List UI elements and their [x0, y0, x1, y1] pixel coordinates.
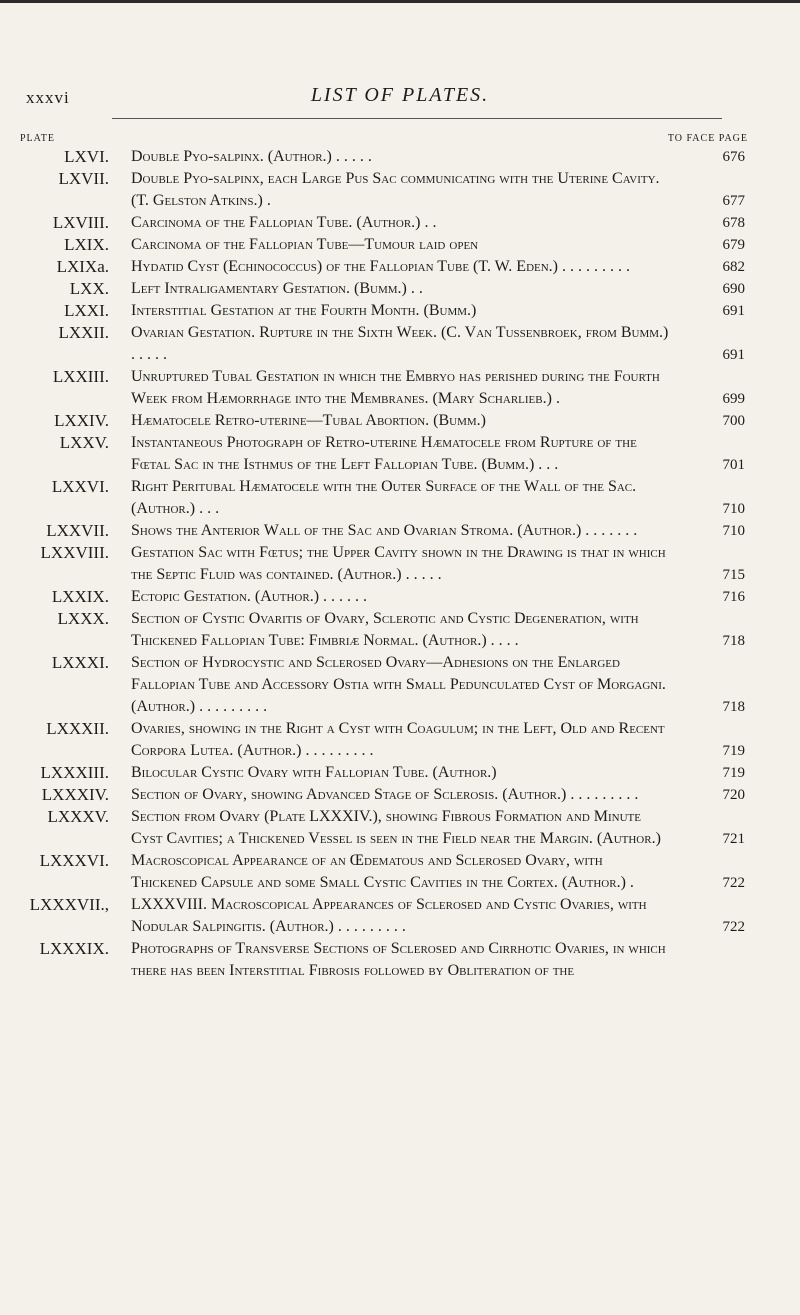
plate-title: Hæmatocele Retro-uterine—Tubal Abortion. (Bumm.) — [131, 412, 487, 429]
plate-number: LXXXIX. — [39, 939, 109, 958]
plate-number: LXXV. — [59, 433, 109, 452]
plate-number: LXXXVII., — [29, 895, 109, 914]
facing-page-number: 699 — [722, 391, 745, 407]
facing-page-number: 701 — [722, 457, 745, 473]
leader-dots: . . . . . . . . . — [337, 918, 406, 935]
plate-entry — [0, 520, 800, 542]
leader-dots: . . . . . — [131, 346, 167, 363]
plate-title: Double Pyo-salpinx, each Large Pus Sac communicating with the Uterine Cavity. (T. Gelston Atkins.) — [131, 170, 660, 209]
plate-number: LXXX. — [57, 609, 109, 628]
leader-dots: . . . . . — [335, 148, 372, 165]
plate-number: LXXXI. — [51, 653, 109, 672]
plate-number: LXXXIV. — [41, 785, 109, 804]
column-header-to-face-page: TO FACE PAGE — [667, 133, 748, 144]
plate-title: Hydatid Cyst (Echinococcus) of the Fallopian Tube (T. W. Eden.) — [131, 258, 559, 275]
plate-title: Carcinoma of the Fallopian Tube. (Author.) — [131, 214, 421, 231]
facing-page-number: 718 — [722, 699, 745, 715]
plate-number: LXVI. — [64, 147, 109, 166]
facing-page-number: 691 — [722, 303, 745, 319]
plate-number: LXXI. — [64, 301, 109, 320]
facing-page-number: 722 — [722, 875, 745, 891]
plate-list — [0, 146, 800, 982]
leader-dots: . — [629, 874, 634, 891]
plate-entry — [0, 234, 800, 256]
plate-description — [131, 718, 671, 762]
plate-number: LXXXIII. — [40, 763, 109, 782]
leader-dots: . . — [424, 214, 437, 231]
leader-dots: . — [555, 390, 560, 407]
plate-description — [131, 278, 671, 300]
facing-page-number: 678 — [722, 215, 745, 231]
plate-number: LXXXV. — [47, 807, 109, 826]
plate-description — [131, 256, 671, 278]
plate-description — [131, 234, 671, 256]
plate-title: Left Intraligamentary Gestation. (Bumm.) — [131, 280, 407, 297]
plate-entry — [0, 806, 800, 850]
plate-description — [131, 366, 671, 410]
plate-title: Double Pyo-salpinx. (Author.) — [131, 148, 332, 165]
plate-entry — [0, 542, 800, 586]
leader-dots: . . . — [538, 456, 559, 473]
facing-page-number: 719 — [722, 765, 745, 781]
plate-entry — [0, 432, 800, 476]
plate-title: Ovarian Gestation. Rupture in the Sixth Week. (C. Van Tussenbroek, from Bumm.) — [131, 324, 669, 341]
facing-page-number: 722 — [722, 919, 745, 935]
plate-title: Instantaneous Photograph of Retro-uterine Hæmatocele from Rupture of the Fœtal Sac in the Isthmus of the Left Fallopian Tube. (Bumm.) — [131, 434, 637, 473]
leader-dots: . . . . . — [405, 566, 442, 583]
plate-entry — [0, 784, 800, 806]
plate-number: LXXXII. — [46, 719, 109, 738]
plate-description — [131, 410, 671, 432]
leader-dots: . . — [410, 280, 423, 297]
plate-entry — [0, 300, 800, 322]
plate-entry — [0, 938, 800, 982]
column-header-plate: PLATE — [20, 133, 55, 144]
leader-dots: . . . . . . . — [585, 522, 638, 539]
plate-description — [131, 476, 671, 520]
plate-description — [131, 322, 671, 366]
plate-entry — [0, 762, 800, 784]
plate-number: LXXIII. — [52, 367, 109, 386]
facing-page-number: 720 — [722, 787, 745, 803]
facing-page-number: 679 — [722, 237, 745, 253]
plate-title: Ectopic Gestation. (Author.) — [131, 588, 320, 605]
plate-description — [131, 608, 671, 652]
leader-dots: . . . — [199, 500, 220, 517]
plate-description — [131, 938, 671, 982]
plate-title: Shows the Anterior Wall of the Sac and Ovarian Stroma. (Author.) — [131, 522, 582, 539]
plate-entry — [0, 146, 800, 168]
plate-number: LXXII. — [58, 323, 109, 342]
plate-number: LXIX. — [64, 235, 109, 254]
plate-entry — [0, 652, 800, 718]
header-rule — [112, 118, 722, 119]
facing-page-number: 691 — [722, 347, 745, 363]
plate-title: Photographs of Transverse Sections of Sclerosed and Cirrhotic Ovaries, in which there has been Interstitial Fibrosis followed by Obliteration of the — [131, 940, 666, 979]
plate-number: LXXIX. — [51, 587, 109, 606]
plate-title: Section from Ovary (Plate LXXXIV.), showing Fibrous Formation and Minute Cyst Cavities; a Thickened Vessel is seen in the Field near the Margin. (Author.) — [131, 808, 661, 847]
top-edge-rule — [0, 0, 800, 3]
plate-title: Unruptured Tubal Gestation in which the Embryo has perished during the Fourth Week from Hæmorrhage into the Membranes. (Mary Scharlieb.) — [131, 368, 660, 407]
leader-dots: . . . . . . . . . — [570, 786, 639, 803]
plate-description — [131, 432, 671, 476]
facing-page-number: 710 — [722, 523, 745, 539]
plate-title: Section of Ovary, showing Advanced Stage of Sclerosis. (Author.) — [131, 786, 567, 803]
plate-entry — [0, 168, 800, 212]
plate-description — [131, 542, 671, 586]
plate-number: LXX. — [69, 279, 109, 298]
leader-dots: . . . . . . — [323, 588, 368, 605]
plate-description — [131, 762, 671, 784]
leader-dots: . . . . — [490, 632, 519, 649]
plate-title: Right Peritubal Hæmatocele with the Outer Surface of the Wall of the Sac. (Author.) — [131, 478, 637, 517]
plate-title: Ovaries, showing in the Right a Cyst with Coagulum; in the Left, Old and Recent Corpora Lutea. (Author.) — [131, 720, 665, 759]
plate-description — [131, 806, 671, 850]
plate-title: Interstitial Gestation at the Fourth Month. (Bumm.) — [131, 302, 477, 319]
facing-page-number: 700 — [722, 413, 745, 429]
facing-page-number: 677 — [722, 193, 745, 209]
plate-number: LXXVI. — [51, 477, 109, 496]
plate-description — [131, 168, 671, 212]
plate-entry — [0, 894, 800, 938]
page-number: xxxvi — [26, 88, 70, 107]
running-head: LIST OF PLATES. — [310, 84, 490, 106]
plate-title: Section of Cystic Ovaritis of Ovary, Sclerotic and Cystic Degeneration, with Thickened Fallopian Tube: Fimbriæ Normal. (Author.) — [131, 610, 639, 649]
plate-number: LXVIII. — [52, 213, 109, 232]
plate-entry — [0, 476, 800, 520]
leader-dots: . — [266, 192, 271, 209]
plate-entry — [0, 212, 800, 234]
leader-dots: . . . . . . . . . — [199, 698, 268, 715]
plate-entry — [0, 608, 800, 652]
leader-dots: . . . . . . . . . — [562, 258, 631, 275]
plate-entry — [0, 850, 800, 894]
plate-number: LXXIV. — [54, 411, 109, 430]
plate-title: Section of Hydrocystic and Sclerosed Ovary—Adhesions on the Enlarged Fallopian Tube and Accessory Ostia with Small Pedunculated Cyst of Morgagni. (Author.) — [131, 654, 666, 715]
plate-description — [131, 850, 671, 894]
facing-page-number: 710 — [722, 501, 745, 517]
plate-entry — [0, 366, 800, 410]
plate-description — [131, 212, 671, 234]
plate-title: Bilocular Cystic Ovary with Fallopian Tube. (Author.) — [131, 764, 497, 781]
plate-entry — [0, 586, 800, 608]
plate-number: LXVII. — [58, 169, 109, 188]
plate-entry — [0, 718, 800, 762]
facing-page-number: 716 — [722, 589, 745, 605]
plate-description — [131, 146, 671, 168]
plate-entry — [0, 410, 800, 432]
facing-page-number: 719 — [722, 743, 745, 759]
facing-page-number: 690 — [722, 281, 745, 297]
plate-title: Carcinoma of the Fallopian Tube—Tumour laid open — [131, 236, 479, 253]
facing-page-number: 682 — [722, 259, 745, 275]
plate-description — [131, 520, 671, 542]
plate-description — [131, 586, 671, 608]
plate-description — [131, 784, 671, 806]
plate-number: LXXXVI. — [39, 851, 109, 870]
plate-title: Macroscopical Appearance of an Œdematous and Sclerosed Ovary, with Thickened Capsule and some Small Cystic Cavities in the Cortex. (Author.) — [131, 852, 626, 891]
plate-description — [131, 894, 671, 938]
facing-page-number: 718 — [722, 633, 745, 649]
plate-entry — [0, 278, 800, 300]
plate-number: LXXVII. — [46, 521, 109, 540]
plate-title: LXXXVIII. Macroscopical Appearances of Sclerosed and Cystic Ovaries, with Nodular Salpingitis. (Author.) — [131, 896, 647, 935]
plate-entry — [0, 256, 800, 278]
plate-description — [131, 652, 671, 718]
plate-title: Gestation Sac with Fœtus; the Upper Cavity shown in the Drawing is that in which the Septic Fluid was contained. (Author.) — [131, 544, 666, 583]
plate-number: LXXVIII. — [40, 543, 109, 562]
plate-entry — [0, 322, 800, 366]
leader-dots: . . . . . . . . . — [305, 742, 374, 759]
facing-page-number: 676 — [722, 149, 745, 165]
plate-number: LXIXa. — [56, 257, 109, 276]
plate-description — [131, 300, 671, 322]
facing-page-number: 715 — [722, 567, 745, 583]
facing-page-number: 721 — [722, 831, 745, 847]
